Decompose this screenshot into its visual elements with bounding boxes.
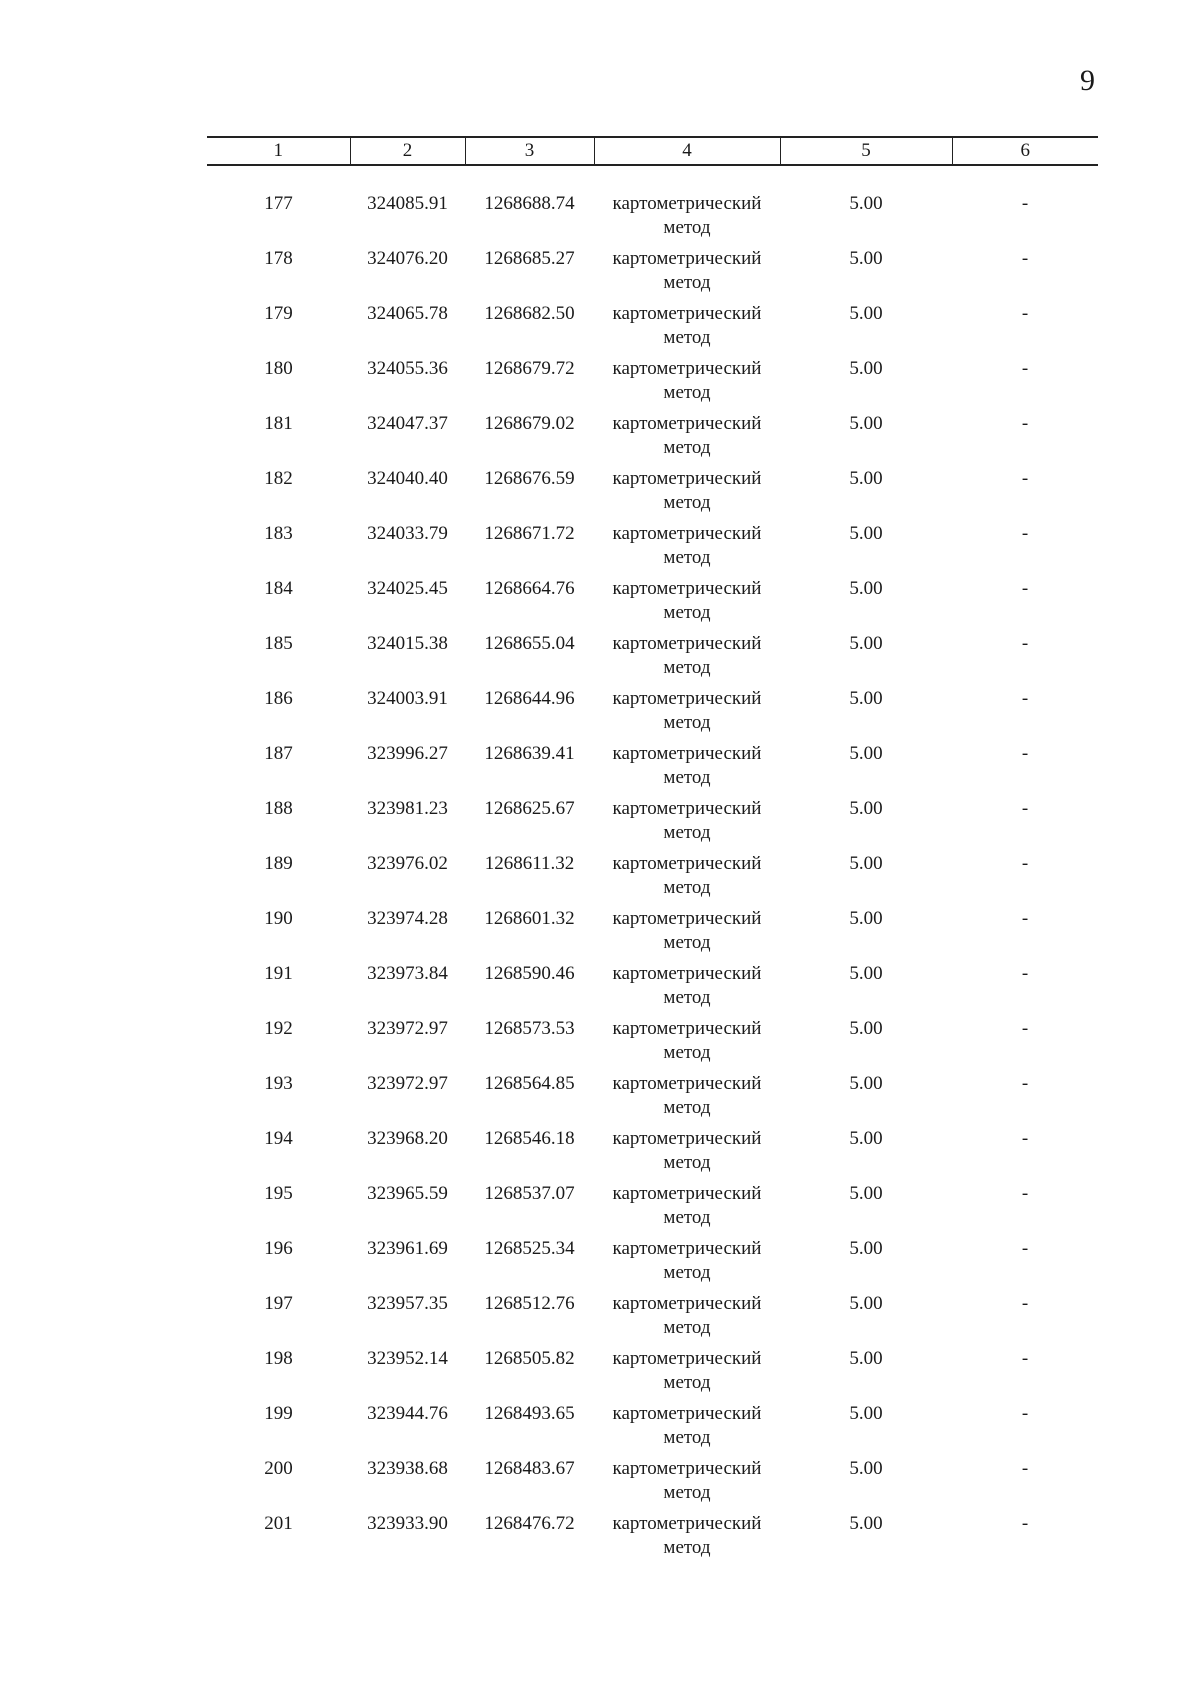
method-line-1: картометрический — [612, 193, 762, 214]
spacer-row — [207, 165, 1098, 192]
method-line-1: картометрический — [612, 963, 762, 984]
note-cell: - — [1021, 1458, 1029, 1479]
column-header-2: 2 — [350, 137, 465, 165]
header-row — [207, 137, 1098, 165]
note-cell: - — [1021, 633, 1029, 654]
table-row — [207, 577, 1098, 632]
table-body — [207, 165, 1098, 1567]
method-line-1: картометрический — [612, 578, 762, 599]
method-line-2: метод — [663, 987, 711, 1008]
x-coordinate-cell: 323957.35 — [367, 1293, 448, 1314]
accuracy-cell: 5.00 — [849, 358, 883, 379]
method-line-2: метод — [663, 1152, 711, 1173]
x-coordinate-cell: 323965.59 — [367, 1183, 448, 1204]
note-cell: - — [1021, 743, 1029, 764]
table-row — [207, 742, 1098, 797]
method-line-1: картометрический — [612, 798, 762, 819]
table-row — [207, 962, 1098, 1017]
point-number-cell: 177 — [264, 193, 293, 214]
y-coordinate-cell: 1268505.82 — [484, 1348, 575, 1369]
x-coordinate-cell: 323952.14 — [367, 1348, 448, 1369]
point-number-cell: 181 — [264, 413, 293, 434]
y-coordinate-cell: 1268601.32 — [484, 908, 575, 929]
note-cell: - — [1021, 1018, 1029, 1039]
method-line-1: картометрический — [612, 1458, 762, 1479]
y-coordinate-cell: 1268639.41 — [484, 743, 575, 764]
x-coordinate-cell: 323973.84 — [367, 963, 448, 984]
method-line-1: картометрический — [612, 303, 762, 324]
method-cell — [594, 1182, 780, 1237]
y-coordinate-cell: 1268679.02 — [484, 413, 575, 434]
table-row — [207, 1237, 1098, 1292]
method-cell — [594, 632, 780, 687]
method-cell — [594, 577, 780, 632]
note-cell: - — [1021, 908, 1029, 929]
method-cell — [594, 302, 780, 357]
note-cell: - — [1021, 578, 1029, 599]
method-cell — [594, 247, 780, 302]
method-line-2: метод — [663, 547, 711, 568]
accuracy-cell: 5.00 — [849, 688, 883, 709]
method-line-2: метод — [663, 602, 711, 623]
y-coordinate-cell: 1268611.32 — [484, 853, 575, 874]
y-coordinate-cell: 1268493.65 — [484, 1403, 575, 1424]
column-header-4: 4 — [594, 137, 780, 165]
table-row — [207, 1457, 1098, 1512]
method-line-2: метод — [663, 327, 711, 348]
y-coordinate-cell: 1268664.76 — [484, 578, 575, 599]
accuracy-cell: 5.00 — [849, 798, 883, 819]
method-line-2: метод — [663, 1372, 711, 1393]
column-header-3: 3 — [465, 137, 594, 165]
method-cell — [594, 192, 780, 247]
y-coordinate-cell: 1268573.53 — [484, 1018, 575, 1039]
method-cell — [594, 1457, 780, 1512]
table-row — [207, 467, 1098, 522]
point-number-cell: 201 — [264, 1513, 293, 1534]
method-line-1: картометрический — [612, 1403, 762, 1424]
method-line-2: метод — [663, 1537, 711, 1558]
method-line-2: метод — [663, 1427, 711, 1448]
y-coordinate-cell: 1268537.07 — [484, 1183, 575, 1204]
point-number-cell: 199 — [264, 1403, 293, 1424]
note-cell: - — [1021, 1073, 1029, 1094]
x-coordinate-cell: 323981.23 — [367, 798, 448, 819]
accuracy-cell: 5.00 — [849, 578, 883, 599]
accuracy-cell: 5.00 — [849, 413, 883, 434]
y-coordinate-cell: 1268671.72 — [484, 523, 575, 544]
x-coordinate-cell: 323938.68 — [367, 1458, 448, 1479]
note-cell: - — [1021, 963, 1029, 984]
x-coordinate-cell: 324015.38 — [367, 633, 448, 654]
note-cell: - — [1021, 853, 1029, 874]
method-line-1: картометрический — [612, 248, 762, 269]
method-line-2: метод — [663, 1262, 711, 1283]
method-cell — [594, 1072, 780, 1127]
accuracy-cell: 5.00 — [849, 1348, 883, 1369]
y-coordinate-cell: 1268676.59 — [484, 468, 575, 489]
x-coordinate-cell: 323972.97 — [367, 1018, 448, 1039]
method-line-2: метод — [663, 822, 711, 843]
column-header-5: 5 — [780, 137, 952, 165]
accuracy-cell: 5.00 — [849, 853, 883, 874]
table-row — [207, 302, 1098, 357]
table-row — [207, 1347, 1098, 1402]
method-cell — [594, 797, 780, 852]
x-coordinate-cell: 324003.91 — [367, 688, 448, 709]
method-cell — [594, 742, 780, 797]
point-number-cell: 200 — [264, 1458, 293, 1479]
point-number-cell: 197 — [264, 1293, 293, 1314]
table-row — [207, 1127, 1098, 1182]
method-line-1: картометрический — [612, 1128, 762, 1149]
accuracy-cell: 5.00 — [849, 1183, 883, 1204]
y-coordinate-cell: 1268546.18 — [484, 1128, 575, 1149]
point-number-cell: 188 — [264, 798, 293, 819]
table-row — [207, 907, 1098, 962]
accuracy-cell: 5.00 — [849, 908, 883, 929]
x-coordinate-cell: 323974.28 — [367, 908, 448, 929]
method-line-2: метод — [663, 1097, 711, 1118]
accuracy-cell: 5.00 — [849, 1018, 883, 1039]
point-number-cell: 182 — [264, 468, 293, 489]
y-coordinate-cell: 1268679.72 — [484, 358, 575, 379]
table-row — [207, 687, 1098, 742]
method-line-1: картометрический — [612, 468, 762, 489]
accuracy-cell: 5.00 — [849, 1073, 883, 1094]
y-coordinate-cell: 1268564.85 — [484, 1073, 575, 1094]
method-cell — [594, 357, 780, 412]
table-header — [207, 137, 1098, 165]
method-cell — [594, 1127, 780, 1182]
method-line-1: картометрический — [612, 1073, 762, 1094]
point-number-cell: 187 — [264, 743, 293, 764]
accuracy-cell: 5.00 — [849, 1238, 883, 1259]
note-cell: - — [1021, 358, 1029, 379]
point-number-cell: 178 — [264, 248, 293, 269]
accuracy-cell: 5.00 — [849, 523, 883, 544]
method-line-1: картометрический — [612, 853, 762, 874]
y-coordinate-cell: 1268476.72 — [484, 1513, 575, 1534]
method-line-1: картометрический — [612, 1183, 762, 1204]
note-cell: - — [1021, 303, 1029, 324]
x-coordinate-cell: 324033.79 — [367, 523, 448, 544]
y-coordinate-cell: 1268685.27 — [484, 248, 575, 269]
point-number-cell: 189 — [264, 853, 293, 874]
accuracy-cell: 5.00 — [849, 1513, 883, 1534]
point-number-cell: 185 — [264, 633, 293, 654]
y-coordinate-cell: 1268688.74 — [484, 193, 575, 214]
method-line-2: метод — [663, 1207, 711, 1228]
method-cell — [594, 1347, 780, 1402]
method-cell — [594, 1292, 780, 1347]
accuracy-cell: 5.00 — [849, 1128, 883, 1149]
x-coordinate-cell: 324047.37 — [367, 413, 448, 434]
table-row — [207, 1402, 1098, 1457]
method-cell — [594, 962, 780, 1017]
method-line-1: картометрический — [612, 1293, 762, 1314]
table-row — [207, 1512, 1098, 1567]
method-line-2: метод — [663, 712, 711, 733]
method-line-1: картометрический — [612, 1348, 762, 1369]
table-row — [207, 412, 1098, 467]
point-number-cell: 194 — [264, 1128, 293, 1149]
note-cell: - — [1021, 798, 1029, 819]
point-number-cell: 180 — [264, 358, 293, 379]
point-number-cell: 193 — [264, 1073, 293, 1094]
point-number-cell: 196 — [264, 1238, 293, 1259]
x-coordinate-cell: 324076.20 — [367, 248, 448, 269]
method-cell — [594, 1237, 780, 1292]
method-line-1: картометрический — [612, 1018, 762, 1039]
accuracy-cell: 5.00 — [849, 248, 883, 269]
method-line-1: картометрический — [612, 523, 762, 544]
y-coordinate-cell: 1268483.67 — [484, 1458, 575, 1479]
table-row — [207, 1292, 1098, 1347]
accuracy-cell: 5.00 — [849, 743, 883, 764]
method-line-1: картометрический — [612, 688, 762, 709]
method-line-1: картометрический — [612, 1238, 762, 1259]
note-cell: - — [1021, 1513, 1029, 1534]
x-coordinate-cell: 324040.40 — [367, 468, 448, 489]
x-coordinate-cell: 324025.45 — [367, 578, 448, 599]
y-coordinate-cell: 1268644.96 — [484, 688, 575, 709]
method-cell — [594, 907, 780, 962]
point-number-cell: 186 — [264, 688, 293, 709]
point-number-cell: 195 — [264, 1183, 293, 1204]
table-row — [207, 357, 1098, 412]
method-line-1: картометрический — [612, 633, 762, 654]
x-coordinate-cell: 323996.27 — [367, 743, 448, 764]
method-line-2: метод — [663, 437, 711, 458]
table-row — [207, 522, 1098, 577]
method-line-2: метод — [663, 492, 711, 513]
accuracy-cell: 5.00 — [849, 1293, 883, 1314]
table-row — [207, 247, 1098, 302]
note-cell: - — [1021, 523, 1029, 544]
x-coordinate-cell: 323976.02 — [367, 853, 448, 874]
method-cell — [594, 522, 780, 577]
method-line-2: метод — [663, 767, 711, 788]
x-coordinate-cell: 324085.91 — [367, 193, 448, 214]
method-line-1: картометрический — [612, 413, 762, 434]
note-cell: - — [1021, 1183, 1029, 1204]
point-number-cell: 184 — [264, 578, 293, 599]
note-cell: - — [1021, 688, 1029, 709]
note-cell: - — [1021, 1128, 1029, 1149]
method-cell — [594, 1402, 780, 1457]
y-coordinate-cell: 1268590.46 — [484, 963, 575, 984]
page-number: 9 — [1080, 64, 1095, 97]
note-cell: - — [1021, 193, 1029, 214]
table-row — [207, 192, 1098, 247]
method-line-2: метод — [663, 1482, 711, 1503]
method-line-2: метод — [663, 1042, 711, 1063]
table-row — [207, 1072, 1098, 1127]
note-cell: - — [1021, 1403, 1029, 1424]
method-line-2: метод — [663, 657, 711, 678]
method-line-2: метод — [663, 1317, 711, 1338]
point-number-cell: 183 — [264, 523, 293, 544]
point-number-cell: 191 — [264, 963, 293, 984]
x-coordinate-cell: 323972.97 — [367, 1073, 448, 1094]
method-cell — [594, 1017, 780, 1072]
note-cell: - — [1021, 1238, 1029, 1259]
accuracy-cell: 5.00 — [849, 193, 883, 214]
column-header-6: 6 — [952, 137, 1098, 165]
method-line-2: метод — [663, 217, 711, 238]
method-cell — [594, 1512, 780, 1567]
point-number-cell: 192 — [264, 1018, 293, 1039]
table-row — [207, 632, 1098, 687]
method-line-2: метод — [663, 272, 711, 293]
accuracy-cell: 5.00 — [849, 468, 883, 489]
x-coordinate-cell: 324065.78 — [367, 303, 448, 324]
method-cell — [594, 412, 780, 467]
y-coordinate-cell: 1268525.34 — [484, 1238, 575, 1259]
method-line-2: метод — [663, 382, 711, 403]
note-cell: - — [1021, 413, 1029, 434]
y-coordinate-cell: 1268682.50 — [484, 303, 575, 324]
note-cell: - — [1021, 248, 1029, 269]
accuracy-cell: 5.00 — [849, 1403, 883, 1424]
note-cell: - — [1021, 468, 1029, 489]
x-coordinate-cell: 324055.36 — [367, 358, 448, 379]
note-cell: - — [1021, 1293, 1029, 1314]
table-row — [207, 1017, 1098, 1072]
x-coordinate-cell: 323944.76 — [367, 1403, 448, 1424]
method-line-1: картометрический — [612, 743, 762, 764]
method-line-1: картометрический — [612, 358, 762, 379]
method-line-1: картометрический — [612, 908, 762, 929]
accuracy-cell: 5.00 — [849, 963, 883, 984]
accuracy-cell: 5.00 — [849, 1458, 883, 1479]
column-header-1: 1 — [207, 137, 350, 165]
method-cell — [594, 852, 780, 907]
method-cell — [594, 687, 780, 742]
point-number-cell: 190 — [264, 908, 293, 929]
table-row — [207, 852, 1098, 907]
method-line-1: картометрический — [612, 1513, 762, 1534]
coordinates-table — [207, 136, 1098, 1567]
y-coordinate-cell: 1268625.67 — [484, 798, 575, 819]
accuracy-cell: 5.00 — [849, 633, 883, 654]
x-coordinate-cell: 323968.20 — [367, 1128, 448, 1149]
y-coordinate-cell: 1268512.76 — [484, 1293, 575, 1314]
x-coordinate-cell: 323961.69 — [367, 1238, 448, 1259]
point-number-cell: 198 — [264, 1348, 293, 1369]
point-number-cell: 179 — [264, 303, 293, 324]
x-coordinate-cell: 323933.90 — [367, 1513, 448, 1534]
accuracy-cell: 5.00 — [849, 303, 883, 324]
y-coordinate-cell: 1268655.04 — [484, 633, 575, 654]
method-cell — [594, 467, 780, 522]
method-line-2: метод — [663, 932, 711, 953]
table-row — [207, 1182, 1098, 1237]
method-line-2: метод — [663, 877, 711, 898]
table-row — [207, 797, 1098, 852]
note-cell: - — [1021, 1348, 1029, 1369]
